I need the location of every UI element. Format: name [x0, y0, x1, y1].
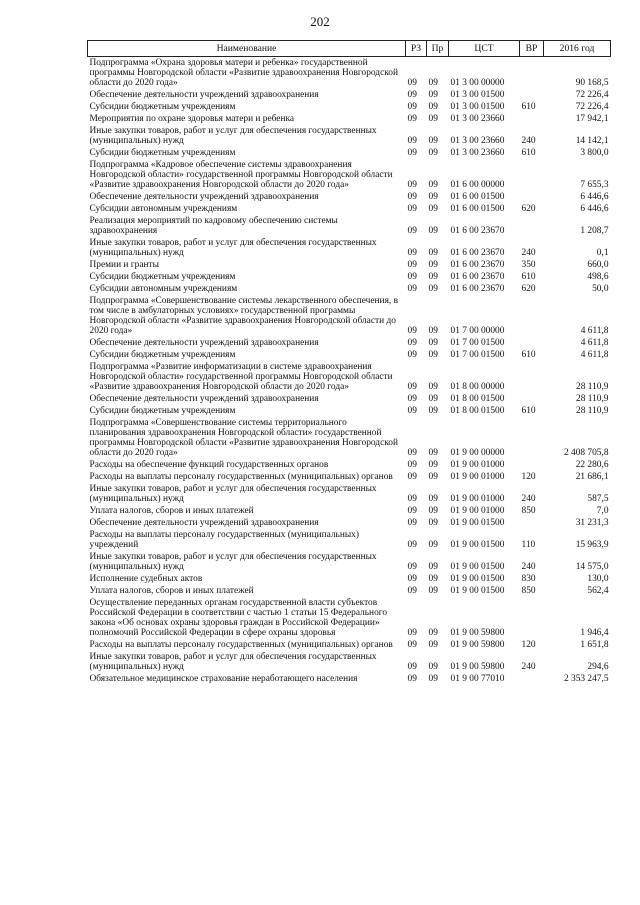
row-pr: 09	[428, 204, 438, 214]
row-cst: 01 9 00 01500	[450, 518, 505, 528]
row-rz: 09	[407, 272, 417, 282]
row-rz: 09	[407, 562, 417, 572]
row-cst: 01 3 00 01500	[450, 90, 505, 100]
table-row	[88, 405, 611, 417]
row-amount: 7 655,3	[580, 180, 609, 190]
page-number: 202	[310, 14, 330, 29]
row-vr: 240	[521, 494, 536, 504]
budget-table	[87, 40, 611, 685]
row-name: Расходы на выплаты персоналу государственных (муниципальных) учреждений	[89, 530, 359, 550]
row-name: Расходы на выплаты персоналу государственных (муниципальных) органов	[89, 472, 393, 482]
row-name: Подпрограмма «Охрана здоровья матери и ребенка» государственной программы Новгородской области «Развитие здравоохранения Новгородской области до 2020 года»	[89, 58, 399, 88]
table-row	[88, 639, 611, 651]
table-row	[88, 113, 611, 125]
row-cst: 01 9 00 59800	[450, 662, 505, 672]
row-pr: 09	[428, 506, 438, 516]
row-rz: 09	[407, 640, 417, 650]
row-cst: 01 9 00 01500	[450, 562, 505, 572]
table-row	[88, 125, 611, 147]
row-name: Субсидии бюджетным учреждениям	[89, 406, 236, 416]
row-rz: 09	[407, 192, 417, 202]
row-cst: 01 6 00 23670	[450, 272, 505, 282]
row-vr: 620	[521, 284, 536, 294]
row-name: Исполнение судебных актов	[89, 574, 203, 584]
table-header	[88, 41, 611, 57]
table-row	[88, 283, 611, 295]
row-name: Иные закупки товаров, работ и услуг для обеспечения государственных (муниципальных) нужд	[89, 484, 377, 504]
row-cst: 01 9 00 01000	[450, 472, 505, 482]
row-vr	[520, 215, 544, 237]
row-vr: 120	[521, 640, 536, 650]
row-rz: 09	[407, 102, 417, 112]
row-pr: 09	[428, 662, 438, 672]
table-row	[88, 271, 611, 283]
row-name: Мероприятия по охране здоровья матери и ребенка	[89, 114, 295, 124]
row-rz: 09	[407, 494, 417, 504]
row-name: Субсидии автономным учреждениям	[89, 204, 238, 214]
row-rz: 09	[407, 350, 417, 360]
row-amount: 1 208,7	[580, 226, 609, 236]
row-vr: 850	[521, 586, 536, 596]
row-cst: 01 9 00 01000	[450, 506, 505, 516]
table-row	[88, 597, 611, 639]
row-name: Иные закупки товаров, работ и услуг для обеспечения государственных (муниципальных) нужд	[89, 126, 377, 146]
row-rz: 09	[407, 78, 417, 88]
row-amount: 498,6	[587, 272, 609, 282]
row-amount: 28 110,9	[576, 394, 609, 404]
row-amount: 587,5	[587, 494, 609, 504]
row-cst: 01 3 00 23660	[450, 114, 505, 124]
row-pr: 09	[428, 448, 438, 458]
row-amount: 6 446,6	[580, 192, 609, 202]
row-cst: 01 9 00 59800	[450, 640, 505, 650]
row-rz: 09	[407, 460, 417, 470]
row-pr: 09	[428, 284, 438, 294]
table-row	[88, 459, 611, 471]
row-name: Расходы на обеспечение функций государственных органов	[89, 460, 329, 470]
row-pr: 09	[428, 394, 438, 404]
row-amount: 21 686,1	[575, 472, 609, 482]
row-name: Обеспечение деятельности учреждений здравоохранения	[89, 518, 319, 528]
row-vr	[520, 673, 544, 685]
row-pr: 09	[428, 148, 438, 158]
row-rz: 09	[407, 90, 417, 100]
row-cst: 01 6 00 01500	[450, 192, 505, 202]
row-name: Субсидии бюджетным учреждениям	[89, 148, 236, 158]
row-name: Обеспечение деятельности учреждений здравоохранения	[89, 394, 319, 404]
row-pr: 09	[428, 574, 438, 584]
row-cst: 01 9 00 77010	[450, 674, 505, 684]
row-vr: 610	[521, 272, 536, 282]
row-pr: 09	[428, 406, 438, 416]
row-cst: 01 8 00 00000	[450, 382, 505, 392]
table-row	[88, 101, 611, 113]
header-amount: 2016 год	[544, 41, 611, 57]
row-vr	[520, 417, 544, 459]
row-pr: 09	[428, 472, 438, 482]
table-row	[88, 295, 611, 337]
row-rz: 09	[407, 148, 417, 158]
row-rz: 09	[407, 448, 417, 458]
row-vr: 240	[521, 662, 536, 672]
row-amount: 660,0	[587, 260, 609, 270]
row-cst: 01 9 00 00000	[450, 448, 505, 458]
row-amount: 4 611,8	[580, 338, 609, 348]
row-vr	[520, 295, 544, 337]
row-pr: 09	[428, 640, 438, 650]
row-cst: 01 9 00 01500	[450, 586, 505, 596]
row-amount: 90 168,5	[575, 78, 609, 88]
row-rz: 09	[407, 180, 417, 190]
table-row	[88, 417, 611, 459]
row-vr	[520, 459, 544, 471]
row-cst: 01 7 00 00000	[450, 326, 505, 336]
table-row	[88, 215, 611, 237]
row-pr: 09	[428, 248, 438, 258]
row-rz: 09	[407, 382, 417, 392]
table-body	[88, 57, 611, 686]
row-pr: 09	[428, 562, 438, 572]
row-name: Субсидии бюджетным учреждениям	[89, 350, 236, 360]
row-rz: 09	[407, 260, 417, 270]
row-amount: 17 942,1	[575, 114, 609, 124]
row-pr: 09	[428, 518, 438, 528]
table-row	[88, 517, 611, 529]
row-rz: 09	[407, 628, 417, 638]
row-name: Подпрограмма «Развитие информатизации в системе здравоохранения Новгородской области» государственной программы Новгородской области «Развитие здравоохранения Новгородской области до 2020 года»	[89, 362, 393, 392]
row-amount: 7,0	[596, 506, 609, 516]
row-name: Обеспечение деятельности учреждений здравоохранения	[89, 338, 319, 348]
row-rz: 09	[407, 326, 417, 336]
row-rz: 09	[407, 406, 417, 416]
row-vr: 620	[521, 204, 536, 214]
row-pr: 09	[428, 382, 438, 392]
row-amount: 50,0	[592, 284, 609, 294]
row-cst: 01 6 00 23670	[450, 284, 505, 294]
row-pr: 09	[428, 628, 438, 638]
table-row	[88, 585, 611, 597]
table-row	[88, 393, 611, 405]
row-vr	[520, 57, 544, 90]
row-rz: 09	[407, 586, 417, 596]
header-name: Наименование	[88, 41, 406, 57]
row-pr: 09	[428, 460, 438, 470]
row-cst: 01 6 00 01500	[450, 204, 505, 214]
row-name: Уплата налогов, сборов и иных платежей	[89, 506, 254, 516]
row-amount: 1 946,4	[580, 628, 609, 638]
row-pr: 09	[428, 338, 438, 348]
row-pr: 09	[428, 586, 438, 596]
row-amount: 6 446,6	[580, 204, 609, 214]
table-row	[88, 57, 611, 90]
row-pr: 09	[428, 326, 438, 336]
row-cst: 01 8 00 01500	[450, 406, 505, 416]
row-vr: 610	[521, 102, 536, 112]
row-amount: 2 408 705,8	[563, 448, 609, 458]
row-vr: 240	[521, 136, 536, 146]
row-name: Обеспечение деятельности учреждений здравоохранения	[89, 192, 319, 202]
row-amount: 15 963,9	[575, 540, 609, 550]
row-amount: 31 231,3	[575, 518, 609, 528]
table-row	[88, 259, 611, 271]
table-row	[88, 361, 611, 393]
row-amount: 3 800,0	[580, 148, 609, 158]
row-rz: 09	[407, 662, 417, 672]
row-cst: 01 7 00 01500	[450, 350, 505, 360]
row-pr: 09	[428, 226, 438, 236]
row-pr: 09	[428, 180, 438, 190]
row-name: Реализация мероприятий по кадровому обеспечению системы здравоохранения	[89, 216, 338, 236]
row-pr: 09	[428, 78, 438, 88]
row-pr: 09	[428, 192, 438, 202]
table-row	[88, 651, 611, 673]
row-vr	[520, 89, 544, 101]
row-vr	[520, 191, 544, 203]
row-name: Расходы на выплаты персоналу государственных (муниципальных) органов	[89, 640, 393, 650]
row-vr	[520, 159, 544, 191]
row-vr	[520, 337, 544, 349]
row-name: Подпрограмма «Кадровое обеспечение системы здравоохранения Новгородской области» государственной программы Новгородской области «Развитие здравоохранения Новгородской области до 2020 года»	[89, 160, 393, 190]
row-cst: 01 6 00 23670	[450, 226, 505, 236]
row-vr: 610	[521, 148, 536, 158]
table-row	[88, 673, 611, 685]
row-cst: 01 9 00 01000	[450, 494, 505, 504]
row-vr: 240	[521, 248, 536, 258]
row-name: Субсидии автономным учреждениям	[89, 284, 238, 294]
header-rz: РЗ	[406, 41, 427, 57]
row-amount: 14 142,1	[575, 136, 609, 146]
row-cst: 01 9 00 01500	[450, 540, 505, 550]
row-cst: 01 6 00 00000	[450, 180, 505, 190]
row-vr: 850	[521, 506, 536, 516]
row-pr: 09	[428, 90, 438, 100]
row-amount: 0,1	[596, 248, 609, 258]
row-cst: 01 6 00 23670	[450, 260, 505, 270]
table-row	[88, 237, 611, 259]
row-vr: 110	[521, 540, 536, 550]
header-vr: ВР	[520, 41, 544, 57]
row-name: Подпрограмма «Совершенствование системы лекарственного обеспечения, в том числе в амбулаторных условиях» государственной программы Новгородской области «Развитие здравоохранения Новгородской области до 2020 года»	[89, 296, 399, 336]
row-pr: 09	[428, 136, 438, 146]
row-rz: 09	[407, 574, 417, 584]
row-amount: 294,6	[587, 662, 609, 672]
row-cst: 01 3 00 01500	[450, 102, 505, 112]
row-cst: 01 3 00 23660	[450, 148, 505, 158]
row-vr: 830	[521, 574, 536, 584]
row-rz: 09	[407, 518, 417, 528]
row-pr: 09	[428, 102, 438, 112]
row-name: Обязательное медицинское страхование неработающего населения	[89, 674, 358, 684]
row-cst: 01 3 00 23660	[450, 136, 505, 146]
row-vr: 240	[521, 562, 536, 572]
row-rz: 09	[407, 204, 417, 214]
row-pr: 09	[428, 540, 438, 550]
row-rz: 09	[407, 284, 417, 294]
row-rz: 09	[407, 394, 417, 404]
row-amount: 72 226,4	[575, 90, 609, 100]
row-vr	[520, 517, 544, 529]
row-amount: 130,0	[587, 574, 609, 584]
row-cst: 01 6 00 23670	[450, 248, 505, 258]
row-amount: 1 651,8	[580, 640, 609, 650]
table-row	[88, 89, 611, 101]
row-name: Осуществление переданных органам государственной власти субъектов Российской Федерации в соответствии с частью 1 статьи 15 Федерального закона «Об основах охраны здоровья граждан в Российской Федерации» полномочий Российской Федерации в сфере охраны здоровья	[89, 598, 388, 638]
row-rz: 09	[407, 506, 417, 516]
row-amount: 4 611,8	[580, 326, 609, 336]
header-pr: Пр	[427, 41, 449, 57]
table-row	[88, 573, 611, 585]
row-pr: 09	[428, 114, 438, 124]
row-amount: 28 110,9	[576, 382, 609, 392]
row-rz: 09	[407, 226, 417, 236]
header-cst: ЦСТ	[449, 41, 520, 57]
row-rz: 09	[407, 136, 417, 146]
row-rz: 09	[407, 248, 417, 258]
row-pr: 09	[428, 674, 438, 684]
row-cst: 01 8 00 01500	[450, 394, 505, 404]
row-name: Подпрограмма «Совершенствование системы территориального планирования здравоохранения Новгородской области» государственной программы Новгородской области «Развитие здравоохранения Новгородской области до 2020 года»	[89, 418, 399, 458]
table-row	[88, 529, 611, 551]
row-amount: 2 353 247,5	[563, 674, 609, 684]
row-amount: 4 611,8	[580, 350, 609, 360]
header-row	[88, 41, 611, 57]
table-row	[88, 191, 611, 203]
table-row	[88, 203, 611, 215]
row-cst: 01 7 00 01500	[450, 338, 505, 348]
row-amount: 562,4	[587, 586, 609, 596]
row-vr: 350	[521, 260, 536, 270]
row-name: Субсидии бюджетным учреждениям	[89, 102, 236, 112]
row-rz: 09	[407, 114, 417, 124]
row-vr: 610	[521, 350, 536, 360]
row-rz: 09	[407, 472, 417, 482]
row-pr: 09	[428, 494, 438, 504]
row-cst: 01 9 00 59800	[450, 628, 505, 638]
table-row	[88, 349, 611, 361]
table-row	[88, 471, 611, 483]
row-amount: 14 575,0	[575, 562, 609, 572]
row-name: Иные закупки товаров, работ и услуг для обеспечения государственных (муниципальных) нужд	[89, 652, 377, 672]
table-row	[88, 551, 611, 573]
row-vr: 120	[521, 472, 536, 482]
row-cst: 01 9 00 01000	[450, 460, 505, 470]
row-amount: 22 280,6	[575, 460, 609, 470]
row-cst: 01 3 00 00000	[450, 78, 505, 88]
row-name: Иные закупки товаров, работ и услуг для обеспечения государственных (муниципальных) нужд	[89, 238, 377, 258]
table-row	[88, 505, 611, 517]
row-rz: 09	[407, 540, 417, 550]
row-name: Уплата налогов, сборов и иных платежей	[89, 586, 254, 596]
table-row	[88, 483, 611, 505]
row-vr	[520, 361, 544, 393]
row-name: Премии и гранты	[89, 260, 159, 270]
row-vr	[520, 597, 544, 639]
row-vr	[520, 113, 544, 125]
row-amount: 28 110,9	[576, 406, 609, 416]
row-amount: 72 226,4	[575, 102, 609, 112]
row-vr: 610	[521, 406, 536, 416]
row-rz: 09	[407, 674, 417, 684]
table-row	[88, 337, 611, 349]
table-row	[88, 159, 611, 191]
row-vr	[520, 393, 544, 405]
row-rz: 09	[407, 338, 417, 348]
row-pr: 09	[428, 260, 438, 270]
row-name: Иные закупки товаров, работ и услуг для обеспечения государственных (муниципальных) нужд	[89, 552, 377, 572]
row-pr: 09	[428, 350, 438, 360]
row-name: Обеспечение деятельности учреждений здравоохранения	[89, 90, 319, 100]
table-row	[88, 147, 611, 159]
row-pr: 09	[428, 272, 438, 282]
row-cst: 01 9 00 01500	[450, 574, 505, 584]
row-name: Субсидии бюджетным учреждениям	[89, 272, 236, 282]
